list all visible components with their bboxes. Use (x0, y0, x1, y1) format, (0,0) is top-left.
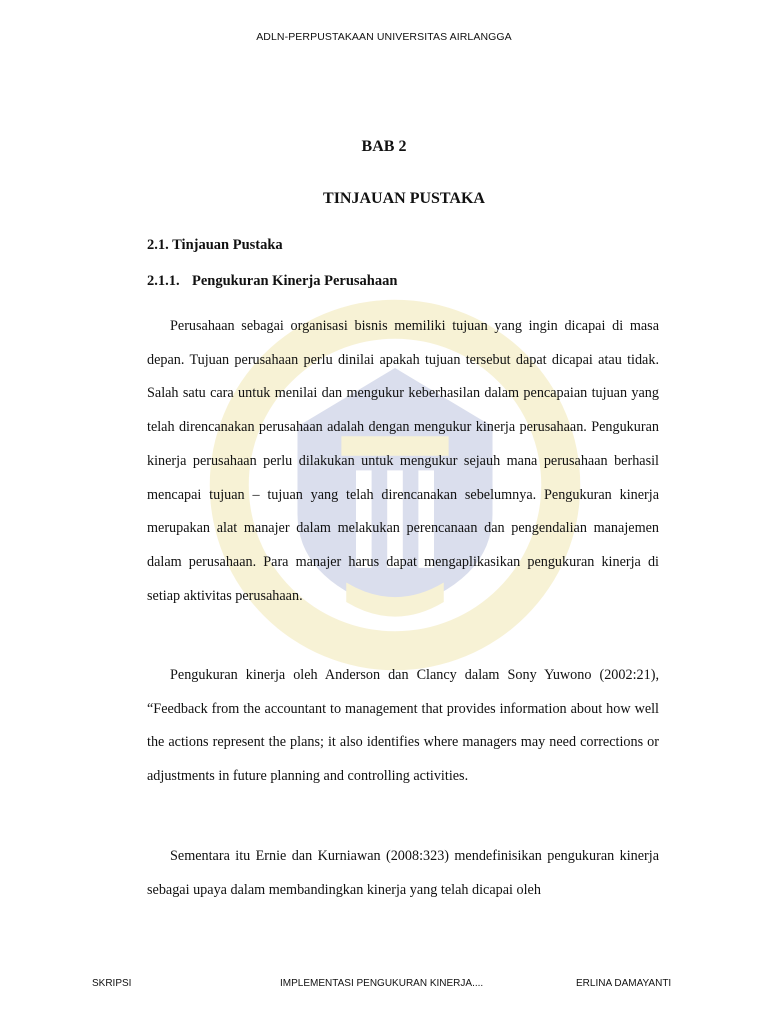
chapter-number: BAB 2 (361, 138, 407, 155)
chapter-title: TINJAUAN PUSTAKA (323, 190, 485, 207)
section-heading (147, 237, 283, 254)
section-title: Tinjauan Pustaka (172, 237, 283, 253)
section-number: 2.1. (147, 237, 169, 253)
paragraph-2: Pengukuran kinerja oleh Anderson dan Clancy dalam Sony Yuwono (2002:21), “Feedback from the accountant to management that provides information about how well the actions represent the plans; it also identifies where managers may need corrections or adjustments in future planning and controlling activities. (147, 667, 659, 785)
footer-left: SKRIPSI (92, 978, 132, 989)
footer-center: IMPLEMENTASI PENGUKURAN KINERJA.... (280, 978, 484, 989)
paragraph-3: Sementara itu Ernie dan Kurniawan (2008:323) mendefinisikan pengukuran kinerja sebagai upaya dalam membandingkan kinerja yang telah dicapai oleh (147, 848, 659, 898)
footer-right: ERLINA DAMAYANTI (576, 978, 672, 989)
subsection-title: Pengukuran Kinerja Perusahaan (192, 273, 398, 289)
subsection-number: 2.1.1. (147, 273, 180, 289)
page-header: ADLN-PERPUSTAKAAN UNIVERSITAS AIRLANGGA (256, 31, 512, 43)
paragraph-1: Perusahaan sebagai organisasi bisnis memiliki tujuan yang ingin dicapai di masa depan. Tujuan perusahaan perlu dinilai apakah tujuan tersebut dapat dicapai atau tidak. Salah satu cara untuk menilai dan mengukur keberhasilan dalam pencapaian tujuan yang telah direncanakan perusahaan adalah dengan mengukur kinerja perusahaan. Pengukuran kinerja perusahaan perlu dilakukan untuk mengukur sejauh mana perusahaan berhasil mencapai tujuan – tujuan yang telah direncanakan sebelumnya. Pengukuran kinerja merupakan alat manajer dalam melakukan perencanaan dan pengendalian manajemen dalam perusahaan. Para manajer harus dapat mengaplikasikan pengukuran kinerja di setiap aktivitas perusahaan. (147, 318, 659, 604)
subsection-heading (147, 273, 397, 290)
